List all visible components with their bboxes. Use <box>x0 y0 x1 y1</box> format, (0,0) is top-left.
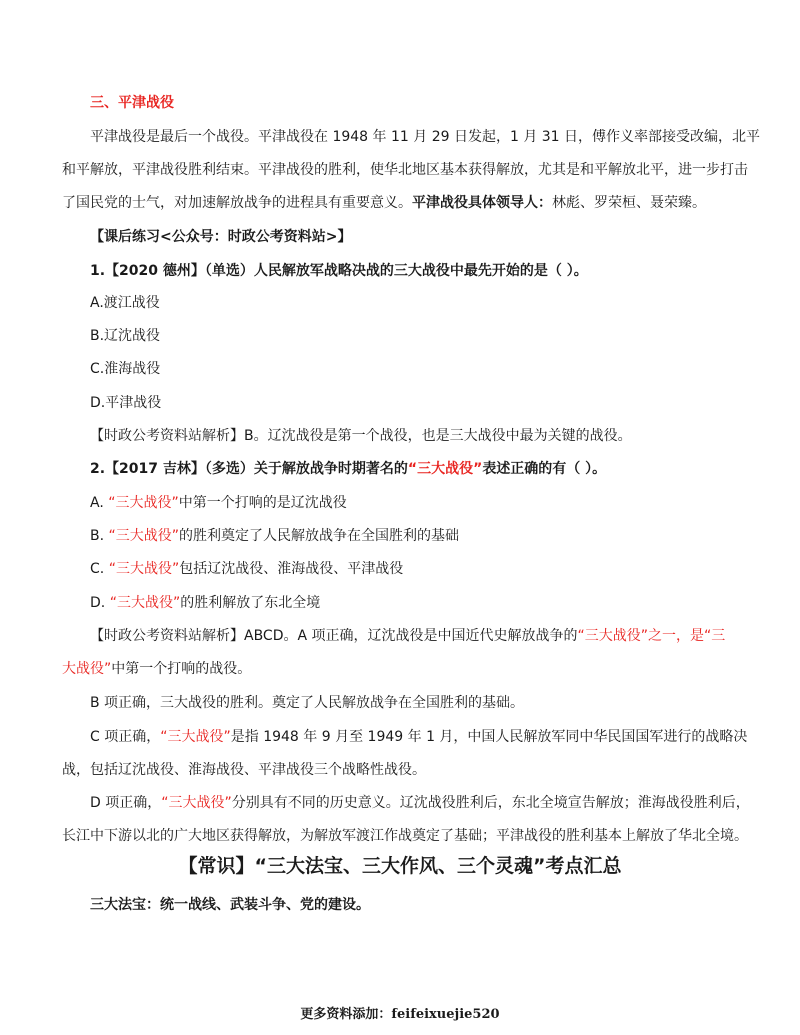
option-b: B.辽沈战役 <box>90 328 161 344</box>
option-b: B. “三大战役”的胜利奠定了人民解放战争在全国胜利的基础 <box>90 528 460 544</box>
section-heading: 【常识】“三大法宝、三大作风、三个灵魂”考点汇总 <box>178 855 622 877</box>
footer: 更多资料添加：feifeixuejie520 <box>300 1007 500 1022</box>
option-a: A. “三大战役”中第一个打响的是辽沈战役 <box>90 495 347 511</box>
section-title: 三、平津战役 <box>90 95 174 111</box>
option-d: D.平津战役 <box>90 395 162 411</box>
option-c: C. “三大战役”包括辽沈战役、淮海战役、平津战役 <box>90 561 404 577</box>
option-a: A.渡江战役 <box>90 295 160 311</box>
answer-1: 【时政公考资料站解析】B。辽沈战役是第一个战役，也是三大战役中最为关键的战役。 <box>90 428 632 444</box>
option-c: C.淮海战役 <box>90 361 161 377</box>
treasure-line: 三大法宝：统一战线、武装斗争、党的建设。 <box>90 897 370 913</box>
option-d: D. “三大战役”的胜利解放了东北全境 <box>90 595 321 611</box>
practice-title: 【课后练习<公众号：时政公考资料站>】 <box>90 229 352 245</box>
